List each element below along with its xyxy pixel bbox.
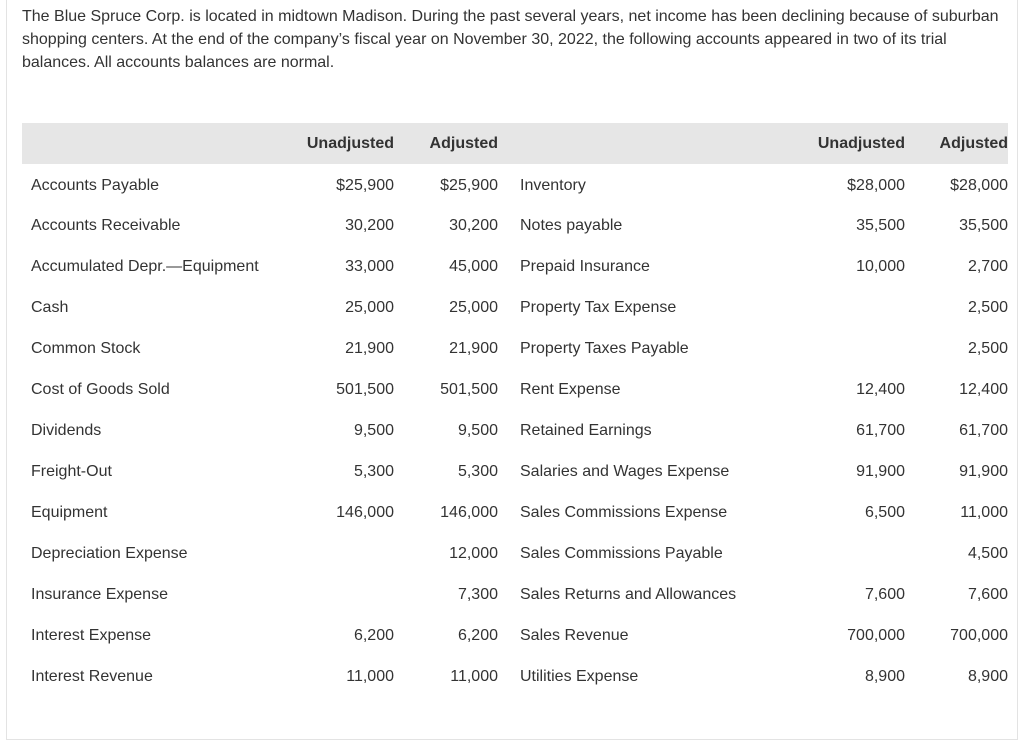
account-name-left: Insurance Expense bbox=[31, 585, 168, 603]
adjusted-amount-right: $28,000 bbox=[950, 176, 1008, 194]
account-name-left: Accumulated Depr.—Equipment bbox=[31, 257, 259, 275]
adjusted-amount-right: 8,900 bbox=[967, 667, 1008, 685]
unadjusted-amount-left: 11,000 bbox=[346, 667, 394, 685]
adjusted-amount-left: 6,200 bbox=[457, 626, 498, 644]
column-gap bbox=[498, 533, 520, 574]
table-row bbox=[22, 328, 1008, 369]
account-name-right: Inventory bbox=[520, 176, 586, 194]
unadjusted-amount-left: 5,300 bbox=[353, 462, 394, 480]
unadjusted-amount-left: 6,200 bbox=[353, 626, 394, 644]
table-row bbox=[22, 574, 1008, 615]
header-unadjusted-left: Unadjusted bbox=[306, 134, 394, 152]
table-row bbox=[22, 410, 1008, 451]
account-name-right: Notes payable bbox=[520, 216, 623, 234]
column-gap bbox=[498, 410, 520, 451]
unadjusted-amount-right: 700,000 bbox=[847, 626, 905, 644]
unadjusted-amount-right: 35,500 bbox=[856, 216, 905, 234]
account-name-right: Sales Returns and Allowances bbox=[520, 585, 737, 603]
unadjusted-amount-right: 10,000 bbox=[856, 257, 905, 275]
adjusted-amount-left: 9,500 bbox=[457, 421, 498, 439]
unadjusted-amount-right bbox=[780, 328, 905, 369]
account-name-right: Prepaid Insurance bbox=[520, 257, 650, 275]
table-header-row bbox=[22, 123, 1008, 164]
table-row bbox=[22, 369, 1008, 410]
header-adjusted-left: Adjusted bbox=[429, 134, 498, 152]
adjusted-amount-right: 2,500 bbox=[967, 298, 1008, 316]
header-blank-left bbox=[22, 123, 290, 164]
adjusted-amount-left: 501,500 bbox=[440, 380, 498, 398]
unadjusted-amount-left: 9,500 bbox=[353, 421, 394, 439]
account-name-left: Freight-Out bbox=[31, 462, 112, 480]
unadjusted-amount-left: 25,000 bbox=[345, 298, 394, 316]
account-name-right: Sales Commissions Expense bbox=[520, 503, 728, 521]
unadjusted-amount-left: 501,500 bbox=[336, 380, 394, 398]
account-name-left: Accounts Payable bbox=[31, 176, 160, 194]
column-gap bbox=[498, 369, 520, 410]
adjusted-amount-left: 21,900 bbox=[449, 339, 498, 357]
account-name-right: Sales Commissions Payable bbox=[520, 544, 723, 562]
table-row bbox=[22, 656, 1008, 697]
account-name-right: Sales Revenue bbox=[520, 626, 629, 644]
unadjusted-amount-left: 146,000 bbox=[336, 503, 394, 521]
unadjusted-amount-left: 21,900 bbox=[345, 339, 394, 357]
unadjusted-amount-left: $25,900 bbox=[336, 176, 394, 194]
table-row bbox=[22, 287, 1008, 328]
account-name-left: Interest Revenue bbox=[31, 667, 153, 685]
adjusted-amount-right: 91,900 bbox=[959, 462, 1008, 480]
account-name-right: Utilities Expense bbox=[520, 667, 639, 685]
unadjusted-amount-right: 6,500 bbox=[864, 503, 905, 521]
unadjusted-amount-left bbox=[290, 533, 394, 574]
unadjusted-amount-right: 8,900 bbox=[864, 667, 905, 685]
table-row bbox=[22, 246, 1008, 287]
unadjusted-amount-right: 91,900 bbox=[856, 462, 905, 480]
trial-balance-table bbox=[22, 123, 1008, 697]
column-gap bbox=[498, 574, 520, 615]
adjusted-amount-right: 7,600 bbox=[967, 585, 1008, 603]
adjusted-amount-left: 30,200 bbox=[449, 216, 498, 234]
account-name-left: Interest Expense bbox=[31, 626, 152, 644]
adjusted-amount-left: 45,000 bbox=[449, 257, 498, 275]
adjusted-amount-left: 11,000 bbox=[450, 667, 498, 685]
adjusted-amount-right: 700,000 bbox=[950, 626, 1008, 644]
column-gap bbox=[498, 287, 520, 328]
adjusted-amount-right: 12,400 bbox=[959, 380, 1008, 398]
table-row bbox=[22, 164, 1008, 205]
account-name-left: Cash bbox=[31, 298, 69, 316]
header-gap bbox=[498, 123, 520, 164]
account-name-right: Property Taxes Payable bbox=[520, 339, 689, 357]
unadjusted-amount-right: 12,400 bbox=[856, 380, 905, 398]
unadjusted-amount-left bbox=[290, 574, 394, 615]
account-name-left: Dividends bbox=[31, 421, 102, 439]
adjusted-amount-right: 2,700 bbox=[967, 257, 1008, 275]
column-gap bbox=[498, 205, 520, 246]
header-blank-right bbox=[520, 123, 780, 164]
table-row bbox=[22, 615, 1008, 656]
column-gap bbox=[498, 164, 520, 205]
account-name-left: Cost of Goods Sold bbox=[31, 380, 170, 398]
header-unadjusted-right: Unadjusted bbox=[817, 134, 905, 152]
adjusted-amount-left: 5,300 bbox=[457, 462, 498, 480]
account-name-left: Accounts Receivable bbox=[31, 216, 181, 234]
account-name-right: Property Tax Expense bbox=[520, 298, 677, 316]
adjusted-amount-left: 7,300 bbox=[457, 585, 498, 603]
adjusted-amount-right: 2,500 bbox=[967, 339, 1008, 357]
header-adjusted-right: Adjusted bbox=[939, 134, 1008, 152]
account-name-right: Retained Earnings bbox=[520, 421, 652, 439]
adjusted-amount-right: 11,000 bbox=[960, 503, 1008, 521]
column-gap bbox=[498, 492, 520, 533]
adjusted-amount-left: 12,000 bbox=[449, 544, 498, 562]
column-gap bbox=[498, 656, 520, 697]
unadjusted-amount-right: 61,700 bbox=[856, 421, 905, 439]
column-gap bbox=[498, 246, 520, 287]
account-name-left: Depreciation Expense bbox=[31, 544, 188, 562]
column-gap bbox=[498, 451, 520, 492]
table-row bbox=[22, 492, 1008, 533]
unadjusted-amount-right bbox=[780, 533, 905, 574]
unadjusted-amount-left: 33,000 bbox=[345, 257, 394, 275]
account-name-right: Rent Expense bbox=[520, 380, 621, 398]
problem-statement: The Blue Spruce Corp. is located in midtown Madison. During the past several years, net income has been declining because of suburban shopping centers. At the end of the company’s fiscal year on November 30, 2022, the following accounts appeared in two of its trial balances. All accounts balances are normal. bbox=[22, 8, 999, 71]
table-body bbox=[22, 164, 1008, 697]
table-row bbox=[22, 451, 1008, 492]
column-gap bbox=[498, 328, 520, 369]
table-row bbox=[22, 533, 1008, 574]
account-name-right: Salaries and Wages Expense bbox=[520, 462, 730, 480]
adjusted-amount-right: 4,500 bbox=[967, 544, 1008, 562]
unadjusted-amount-left: 30,200 bbox=[345, 216, 394, 234]
adjusted-amount-left: 25,000 bbox=[449, 298, 498, 316]
column-gap bbox=[498, 615, 520, 656]
unadjusted-amount-right: 7,600 bbox=[864, 585, 905, 603]
table-row bbox=[22, 205, 1008, 246]
account-name-left: Common Stock bbox=[31, 339, 141, 357]
adjusted-amount-left: $25,900 bbox=[440, 176, 498, 194]
unadjusted-amount-right bbox=[780, 287, 905, 328]
account-name-left: Equipment bbox=[31, 503, 108, 521]
adjusted-amount-left: 146,000 bbox=[440, 503, 498, 521]
adjusted-amount-right: 61,700 bbox=[959, 421, 1008, 439]
adjusted-amount-right: 35,500 bbox=[959, 216, 1008, 234]
unadjusted-amount-right: $28,000 bbox=[847, 176, 905, 194]
